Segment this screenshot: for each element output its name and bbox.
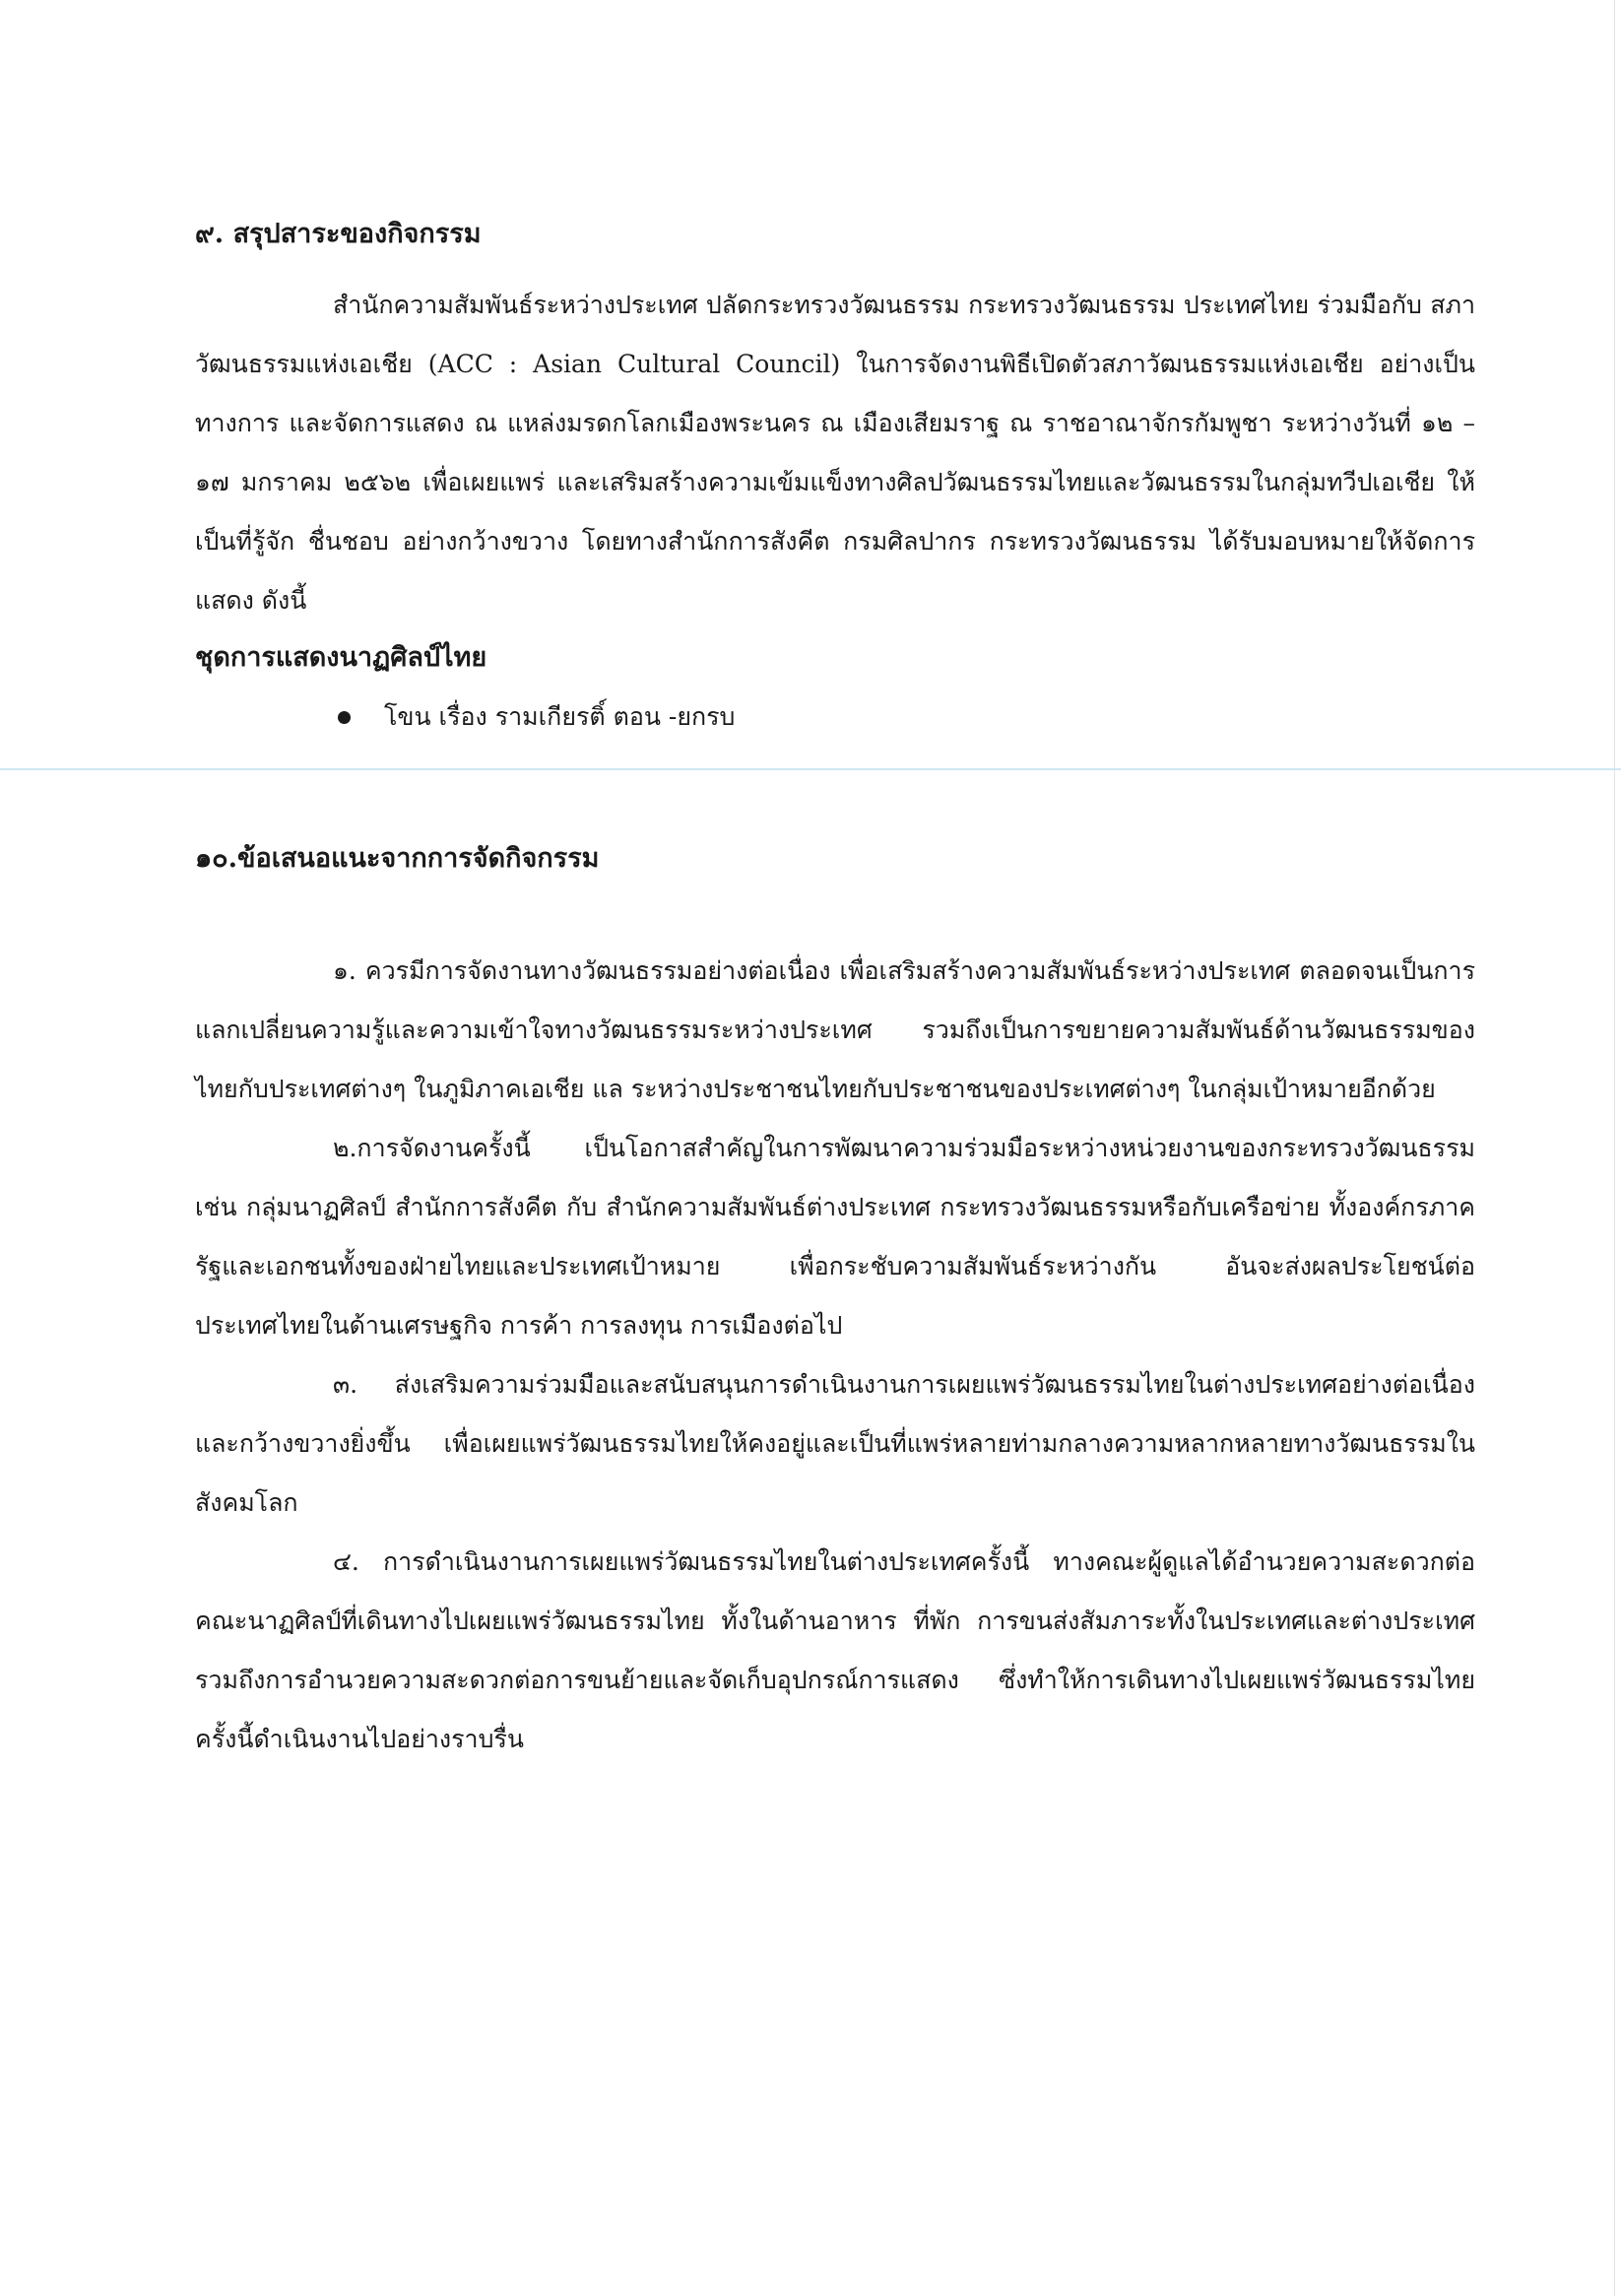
- recommendation-item-4: ๔. การดำเนินงานการเผยแพร่วัฒนธรรมไทยในต่างประเทศครั้งนี้ ทางคณะผู้ดูแลได้อำนวยความสะดวกต่อคณะนาฏศิลป์ที่เดินทางไปเผยแพร่วัฒนธรรมไทย ทั้งในด้านอาหาร ที่พัก การขนส่งสัมภาระทั้งในประเทศและต่างประเทศ รวมถึงการอำนวยความสะดวกต่อการขนย้ายและจัดเก็บอุปกรณ์การแสดง ซึ่งทำให้การเดินทางไปเผยแพร่วัฒนธรรมไทยครั้งนี้ดำเนินงานไปอย่างราบรื่น: [195, 1547, 1475, 1753]
- scan-divider-line: [0, 768, 1621, 770]
- page-edge-line: [1614, 0, 1615, 2296]
- section-9: [195, 215, 1475, 747]
- recommendation-item-1: ๑. ควรมีการจัดงานทางวัฒนธรรมอย่างต่อเนื่อง เพื่อเสริมสร้างความสัมพันธ์ระหว่างประเทศ ตลอดจนเป็นการแลกเปลี่ยนความรู้และความเข้าใจทางวัฒนธรรมระหว่างประเทศ รวมถึงเป็นการขยายความสัมพันธ์ด้านวัฒนธรรมของไทยกับประเทศต่างๆ ในภูมิภาคเอเชีย แล ระหว่างประชาชนไทยกับประชาชนของประเทศต่างๆ ในกลุ่มเป้าหมายอีกด้วย: [195, 956, 1475, 1103]
- bullet-item: [338, 688, 1475, 747]
- recommendation-item-2: ๒.การจัดงานครั้งนี้ เป็นโอกาสสำคัญในการพัฒนาความร่วมมือระหว่างหน่วยงานของกระทรวงวัฒนธรรม เช่น กลุ่มนาฏศิลป์ สำนักการสังคีต กับ สำนักความสัมพันธ์ต่างประเทศ กระทรวงวัฒนธรรมหรือกับเครือข่าย ทั้งองค์กรภาครัฐและเอกชนทั้งของฝ่ายไทยและประเทศเป้าหมาย เพื่อกระชับความสัมพันธ์ระหว่างกัน อันจะส่งผลประโยชน์ต่อประเทศไทยในด้านเศรษฐกิจ การค้า การลงทุน การเมืองต่อไป: [195, 1134, 1475, 1340]
- section-10: [195, 839, 1475, 1769]
- recommendation-item-3: ๓. ส่งเสริมความร่วมมือและสนับสนุนการดำเนินงานการเผยแพร่วัฒนธรรมไทยในต่างประเทศอย่างต่อเนื่องและกว้างขวางยิ่งขึ้น เพื่อเผยแพร่วัฒนธรรมไทยให้คงอยู่และเป็นที่แพร่หลายท่ามกลางความหลากหลายทางวัฒนธรรมในสังคมโลก: [195, 1370, 1475, 1517]
- bullet-item-text: โขน เรื่อง รามเกียรติ์ ตอน -ยกรบ: [384, 702, 736, 731]
- section-10-heading: ๑๐.ข้อเสนอแนะจากการจัดกิจกรรม: [195, 843, 600, 874]
- section-9-subheading: ชุดการแสดงนาฏศิลป์ไทย: [195, 642, 487, 673]
- bullet-dot-icon: [338, 711, 351, 724]
- section-9-paragraph: สำนักความสัมพันธ์ระหว่างประเทศ ปลัดกระทรวงวัฒนธรรม กระทรวงวัฒนธรรม ประเทศไทย ร่วมมือกับ สภาวัฒนธรรมแห่งเอเชีย (ACC : Asian Cultural Council) ในการจัดงานพิธีเปิดตัวสภาวัฒนธรรมแห่งเอเชีย อย่างเป็นทางการ และจัดการแสดง ณ แหล่งมรดกโลกเมืองพระนคร ณ เมืองเสียมราฐ ณ ราชอาณาจักรกัมพูชา ระหว่างวันที่ ๑๒ – ๑๗ มกราคม ๒๕๖๒ เพื่อเผยแพร่ และเสริมสร้างความเข้มแข็งทางศิลปวัฒนธรรมไทยและวัฒนธรรมในกลุ่มทวีปเอเชีย ให้เป็นที่รู้จัก ชื่นชอบ อย่างกว้างขวาง โดยทางสำนักการสังคีต กรมศิลปากร กระทรวงวัฒนธรรม ได้รับมอบหมายให้จัดการแสดง ดังนี้: [195, 291, 1475, 615]
- section-9-heading: ๙. สรุปสาระของกิจกรรม: [195, 219, 482, 249]
